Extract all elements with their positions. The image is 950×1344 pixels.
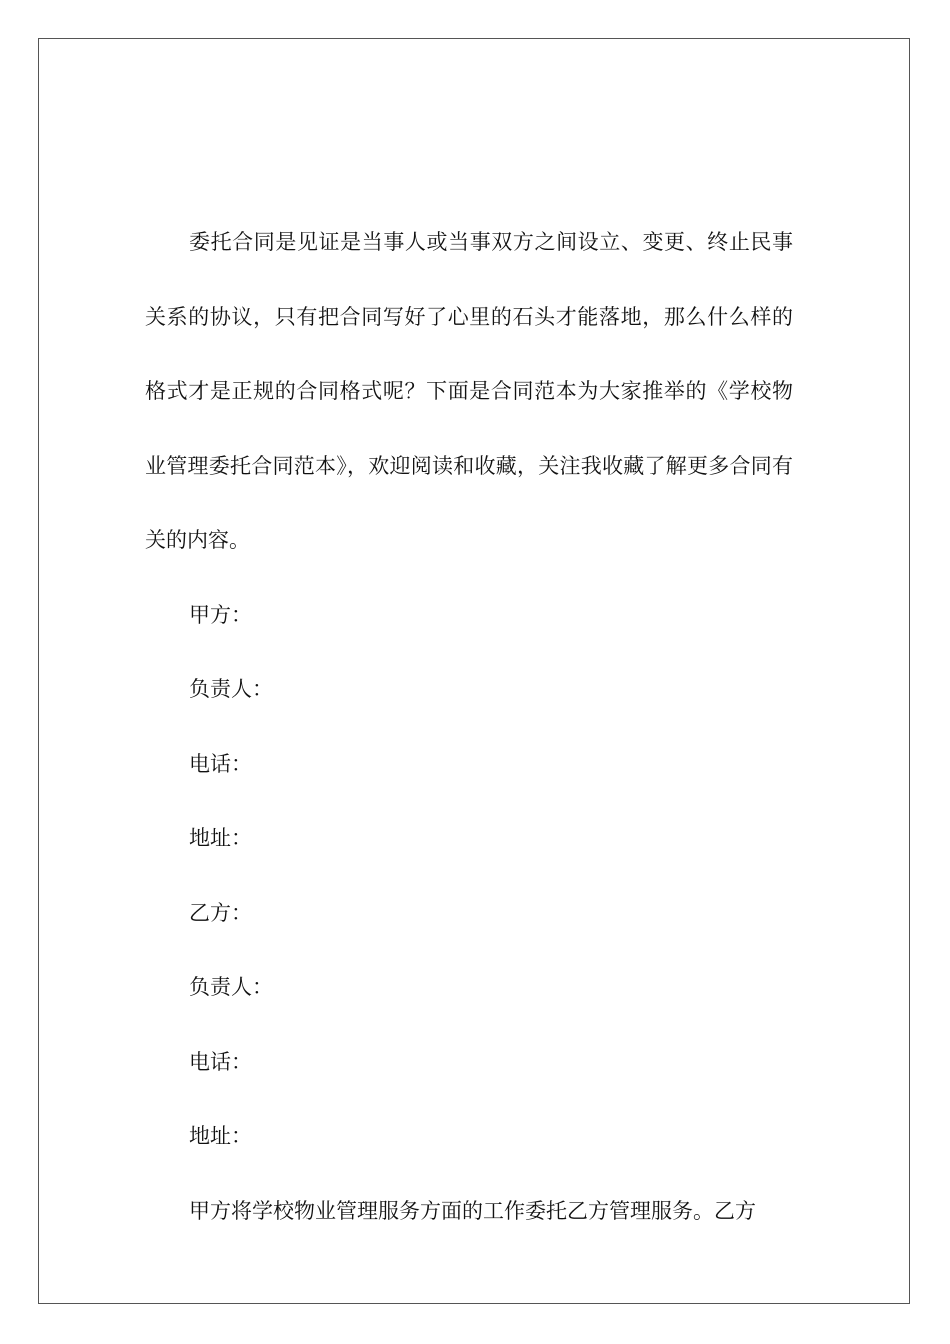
document-body bbox=[145, 205, 793, 1248]
party-b-label: 乙方： bbox=[189, 900, 252, 925]
party-a-address-field: 地址： bbox=[189, 826, 252, 850]
party-a-phone-field: 电话： bbox=[189, 751, 252, 776]
party-a-person-field: 负责人： bbox=[189, 677, 273, 701]
party-a-label: 甲方： bbox=[189, 602, 252, 627]
party-b-address-field: 地址： bbox=[189, 1124, 252, 1148]
clause-paragraph: 甲方将学校物业管理服务方面的工作委托乙方管理服务。乙方 bbox=[189, 1198, 756, 1223]
party-b-phone-field: 电话： bbox=[189, 1049, 252, 1074]
party-b-person-field: 负责人： bbox=[189, 975, 273, 999]
intro-paragraph: 委托合同是见证是当事人或当事双方之间设立、变更、终止民事关系的协议，只有把合同写好了心里的石头才能落地，那么什么样的格式才是正规的合同格式呢？下面是合同范本为大家推举的《学校物业管理委托合同范本》，欢迎阅读和收藏，关注我收藏了解更多合同有关的内容。 bbox=[145, 230, 793, 552]
